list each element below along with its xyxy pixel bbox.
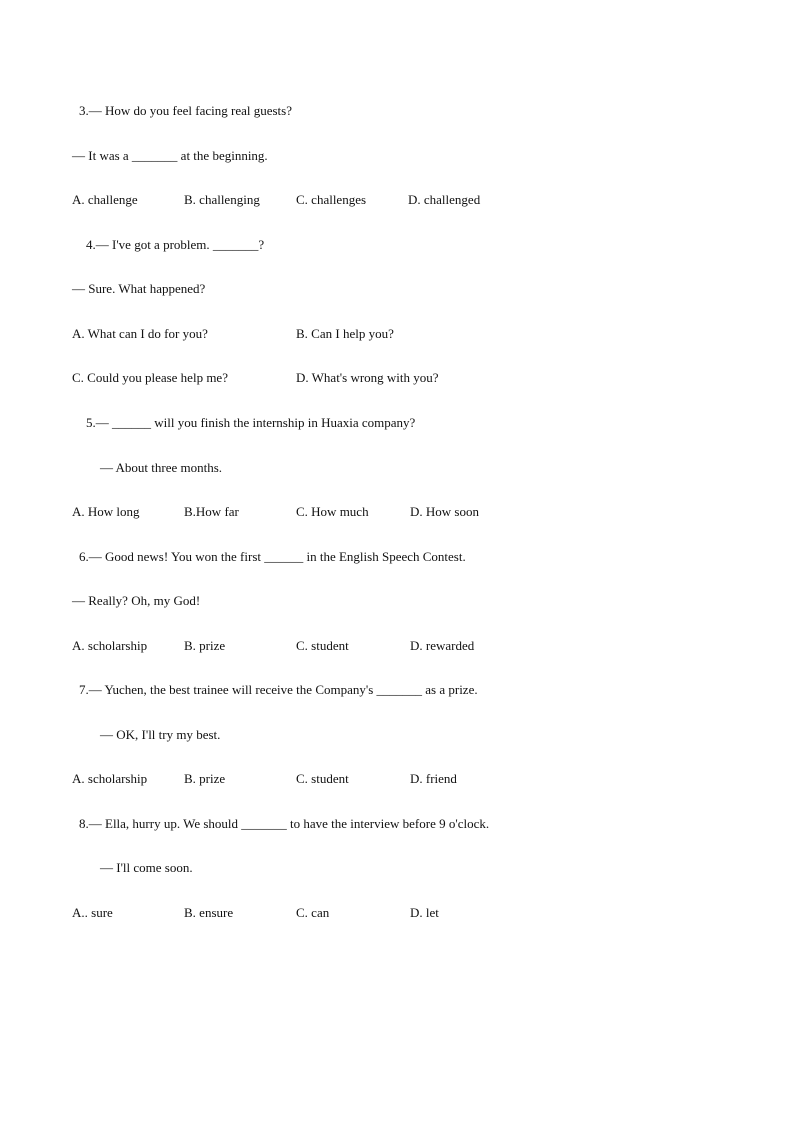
question-8-option-c[interactable]: C. can bbox=[296, 905, 330, 920]
question-3-option-a[interactable]: A. challenge bbox=[72, 192, 138, 207]
question-6-option-b[interactable]: B. prize bbox=[184, 638, 226, 653]
question-7-option-d[interactable]: D. friend bbox=[410, 771, 457, 786]
question-7-option-c[interactable]: C. student bbox=[296, 771, 349, 786]
question-6-prompt: 6.— Good news! You won the first ______ in the English Speech Contest. bbox=[79, 549, 466, 564]
question-8-option-a[interactable]: A.. sure bbox=[72, 905, 113, 920]
question-4-option-a[interactable]: A. What can I do for you? bbox=[72, 326, 208, 341]
question-7-option-a[interactable]: A. scholarship bbox=[72, 771, 148, 786]
question-5-prompt: 5.— ______ will you finish the internship in Huaxia company? bbox=[86, 415, 416, 430]
question-5-option-c[interactable]: C. How much bbox=[296, 504, 369, 519]
question-8-option-d[interactable]: D. let bbox=[410, 905, 439, 920]
question-6-option-d[interactable]: D. rewarded bbox=[410, 638, 475, 653]
question-8-reply: — I'll come soon. bbox=[100, 860, 193, 875]
question-8-prompt: 8.— Ella, hurry up. We should _______ to have the interview before 9 o'clock. bbox=[79, 816, 490, 831]
question-4-option-b[interactable]: B. Can I help you? bbox=[296, 326, 394, 341]
question-6-reply: — Really? Oh, my God! bbox=[72, 593, 201, 608]
question-4-option-c[interactable]: C. Could you please help me? bbox=[72, 370, 228, 385]
question-5-option-d[interactable]: D. How soon bbox=[410, 504, 479, 519]
question-7-prompt: 7.— Yuchen, the best trainee will receive the Company's _______ as a prize. bbox=[79, 682, 478, 697]
question-3-prompt: 3.— How do you feel facing real guests? bbox=[79, 103, 292, 118]
question-3-option-b[interactable]: B. challenging bbox=[184, 192, 260, 207]
question-5-reply: — About three months. bbox=[100, 460, 223, 475]
question-6-option-c[interactable]: C. student bbox=[296, 638, 349, 653]
question-3-reply: — It was a _______ at the beginning. bbox=[72, 148, 268, 163]
question-4-option-d[interactable]: D. What's wrong with you? bbox=[296, 370, 439, 385]
question-6-option-a[interactable]: A. scholarship bbox=[72, 638, 148, 653]
question-4-prompt: 4.— I've got a problem. _______? bbox=[86, 237, 265, 252]
question-5-option-b[interactable]: B.How far bbox=[184, 504, 239, 519]
question-3-option-c[interactable]: C. challenges bbox=[296, 192, 367, 207]
question-4-reply: — Sure. What happened? bbox=[72, 281, 206, 296]
question-5-option-a[interactable]: A. How long bbox=[72, 504, 140, 519]
question-7-reply: — OK, I'll try my best. bbox=[100, 727, 221, 742]
question-8-option-b[interactable]: B. ensure bbox=[184, 905, 234, 920]
question-3-option-d[interactable]: D. challenged bbox=[408, 192, 481, 207]
question-7-option-b[interactable]: B. prize bbox=[184, 771, 226, 786]
